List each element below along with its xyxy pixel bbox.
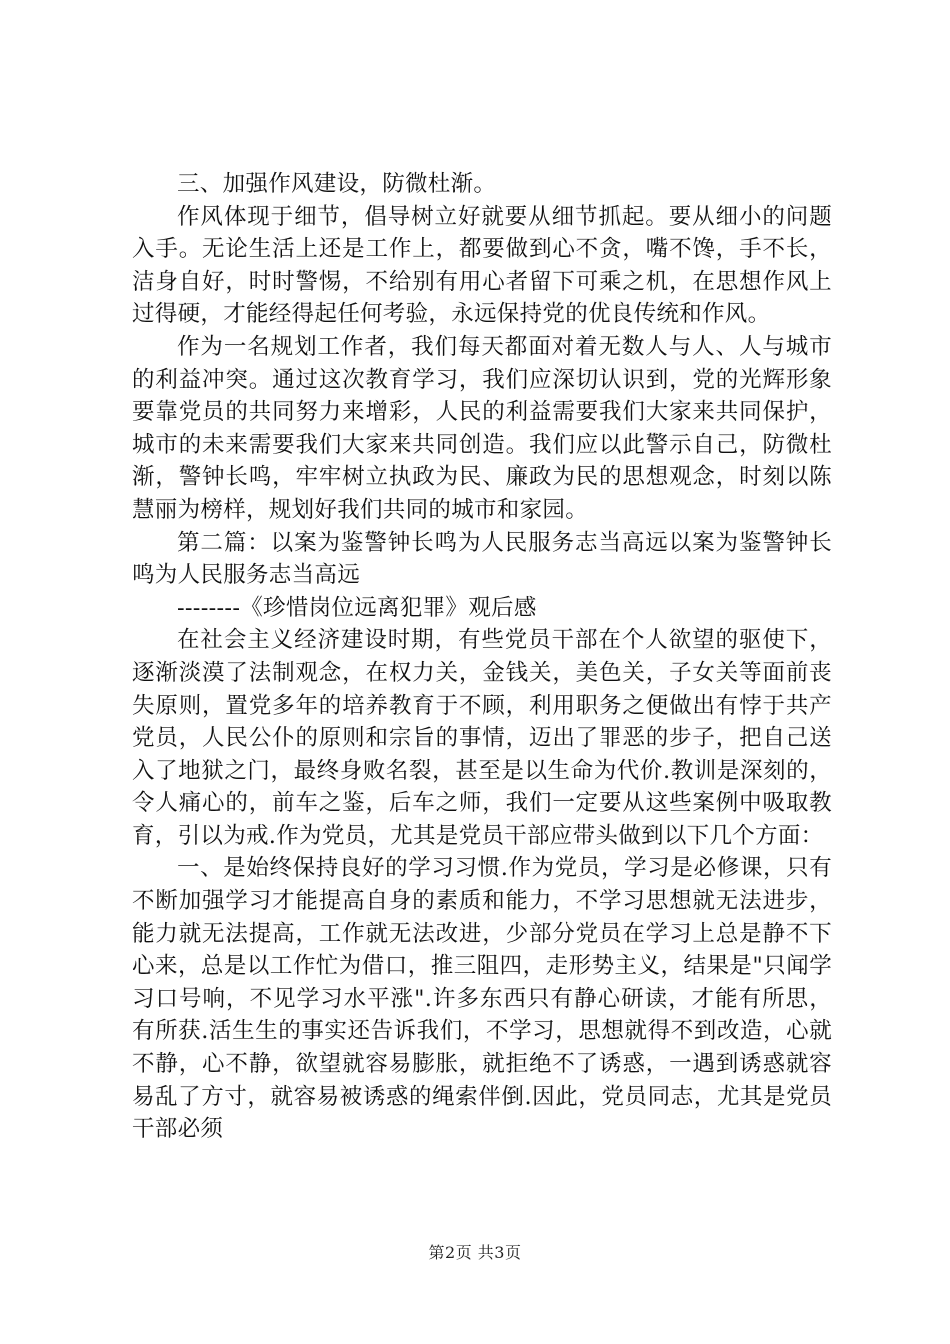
paragraph-learning-habit: 一、是始终保持良好的学习习惯.作为党员，学习是必修课，只有不断加强学习才能提高自身的素质和能力，不学习思想就无法进步，能力就无法提高，工作就无法改进，少部分党员在学习上总是静不下心来，总是以工作忙为借口，推三阻四，走形势主义，结果是"只闻学习口号响，不见学习水平涨".许多东西只有静心研读，才能有所思，有所获.活生生的事实还告诉我们，不学习，思想就得不到改造，心就不静，心不静，欲望就容易膨胀，就拒绝不了诱惑，一遇到诱惑就容易乱了方寸，就容易被诱惑的绳索伴倒.因此，党员同志，尤其是党员干部必须 [132, 855, 832, 1143]
chapter-subtitle: --------《珍惜岗位远离犯罪》观后感 [177, 594, 537, 621]
paragraph-chapter-two-title: 第二篇：以案为鉴警钟长鸣为人民服务志当高远以案为鉴警钟长鸣为人民服务志当高远 [132, 529, 832, 589]
paragraph-economic-period: 在社会主义经济建设时期，有些党员干部在个人欲望的驱使下，逐渐淡漠了法制观念，在权力关，金钱关，美色关，子女关等面前丧失原则，置党多年的培养教育于不顾，利用职务之便做出有悖于共产党员，人民公仆的原则和宗旨的事情，迈出了罪恶的步子，把自己送入了地狱之门，最终身败名裂，甚至是以生命为代价.教训是深刻的，令人痛心的，前车之鉴，后车之师，我们一定要从这些案例中吸取教育，引以为戒.作为党员，尤其是党员干部应带头做到以下几个方面： [132, 627, 832, 849]
paragraph-section-heading: 三、加强作风建设，防微杜渐。 [177, 171, 497, 197]
document-body [132, 168, 832, 1146]
paragraph-planner-reflection: 作为一名规划工作者，我们每天都面对着无数人与人、人与城市的利益冲突。通过这次教育学习，我们应深切认识到，党的光辉形象要靠党员的共同努力来增彩，人民的利益需要我们大家来共同保护，城市的未来需要我们大家来共同创造。我们应以此警示自己，防微杜渐，警钟长鸣，牢牢树立执政为民、廉政为民的思想观念，时刻以陈慧丽为榜样，规划好我们共同的城市和家园。 [132, 333, 832, 523]
page-number-footer: 第2页 共3页 [428, 1243, 522, 1262]
paragraph-style-detail: 作风体现于细节，倡导树立好就要从细节抓起。要从细小的问题入手。无论生活上还是工作上，都要做到心不贪，嘴不馋，手不长，洁身自好，时时警惕，不给别有用心者留下可乘之机，在思想作风上过得硬，才能经得起任何考验，永远保持党的优良传统和作风。 [132, 203, 832, 328]
